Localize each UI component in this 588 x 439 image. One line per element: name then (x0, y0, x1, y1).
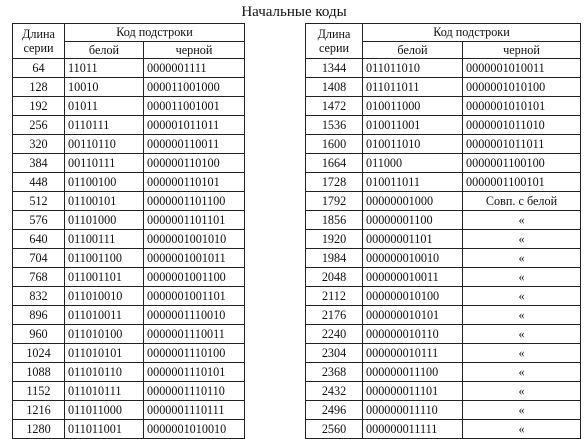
black-code-cell: 0000001011011 (463, 135, 581, 154)
black-code-cell: Совп. с белой (463, 192, 581, 211)
left-codes-table (12, 23, 245, 439)
black-code-cell: 0000001101100 (144, 192, 245, 211)
run-length-cell: 1728 (306, 173, 363, 192)
table-row (306, 382, 581, 401)
table-row (13, 59, 245, 78)
white-code-cell: 011010101 (65, 344, 144, 363)
white-header: белой (65, 41, 144, 59)
black-code-cell: « (463, 268, 581, 287)
run-length-cell: 704 (13, 249, 65, 268)
white-code-cell: 011011010 (363, 59, 463, 78)
run-length-cell: 1792 (306, 192, 363, 211)
run-length-cell: 1216 (13, 401, 65, 420)
table-row (306, 192, 581, 211)
run-length-cell: 1280 (13, 420, 65, 439)
black-code-cell: 0000001010010 (144, 420, 245, 439)
white-code-cell: 011000 (363, 154, 463, 173)
white-code-cell: 000000011110 (363, 401, 463, 420)
right-codes-table (305, 23, 581, 439)
white-code-cell: 011011000 (65, 401, 144, 420)
black-code-cell: « (463, 325, 581, 344)
run-length-cell: 1920 (306, 230, 363, 249)
table-row (13, 192, 245, 211)
white-code-cell: 011010100 (65, 325, 144, 344)
run-length-cell: 1024 (13, 344, 65, 363)
white-code-cell: 11011 (65, 59, 144, 78)
table-row (13, 420, 245, 439)
run-length-cell: 448 (13, 173, 65, 192)
run-length-cell: 2112 (306, 287, 363, 306)
white-code-cell: 011001101 (65, 268, 144, 287)
length-header (13, 24, 65, 59)
table-row (306, 154, 581, 173)
black-code-cell: « (463, 363, 581, 382)
black-code-cell: 000011001000 (144, 78, 245, 97)
black-code-cell: « (463, 420, 581, 439)
white-code-cell: 00000001000 (363, 192, 463, 211)
run-length-cell: 2432 (306, 382, 363, 401)
run-length-cell: 2496 (306, 401, 363, 420)
white-code-cell: 01100100 (65, 173, 144, 192)
black-code-cell: « (463, 211, 581, 230)
run-length-cell: 1600 (306, 135, 363, 154)
white-code-cell: 010011000 (363, 97, 463, 116)
table-row (13, 78, 245, 97)
white-code-cell: 000000011111 (363, 420, 463, 439)
table-row (13, 401, 245, 420)
table-row (306, 268, 581, 287)
table-row (306, 173, 581, 192)
black-code-cell: 0000001101101 (144, 211, 245, 230)
white-code-cell: 000000011101 (363, 382, 463, 401)
run-length-cell: 128 (13, 78, 65, 97)
run-length-cell: 1408 (306, 78, 363, 97)
black-code-cell: « (463, 401, 581, 420)
table-row (13, 211, 245, 230)
white-code-cell: 000000010110 (363, 325, 463, 344)
white-code-cell: 011010010 (65, 287, 144, 306)
run-length-cell: 1472 (306, 97, 363, 116)
table-row (306, 287, 581, 306)
run-length-cell: 1344 (306, 59, 363, 78)
black-code-cell: 0000001010101 (463, 97, 581, 116)
white-code-cell: 00000001101 (363, 230, 463, 249)
code-group-header: Код подстроки (363, 24, 581, 42)
length-header-line2: серии (23, 41, 54, 55)
run-length-cell: 320 (13, 135, 65, 154)
white-code-cell: 01101000 (65, 211, 144, 230)
table-row (306, 363, 581, 382)
black-code-cell: « (463, 382, 581, 401)
run-length-cell: 1088 (13, 363, 65, 382)
table-row (306, 78, 581, 97)
white-code-cell: 011011011 (363, 78, 463, 97)
white-code-cell: 01100111 (65, 230, 144, 249)
table-row (13, 135, 245, 154)
table-row (13, 249, 245, 268)
run-length-cell: 1664 (306, 154, 363, 173)
white-code-cell: 011001100 (65, 249, 144, 268)
table-row (306, 59, 581, 78)
white-code-cell: 0110111 (65, 116, 144, 135)
black-code-cell: 000000110011 (144, 135, 245, 154)
black-code-cell: 0000001010100 (463, 78, 581, 97)
white-code-cell: 011011001 (65, 420, 144, 439)
run-length-cell: 384 (13, 154, 65, 173)
black-code-cell: « (463, 230, 581, 249)
run-length-cell: 640 (13, 230, 65, 249)
table-row (306, 325, 581, 344)
white-code-cell: 00000001100 (363, 211, 463, 230)
run-length-cell: 960 (13, 325, 65, 344)
white-header: белой (363, 41, 463, 59)
black-code-cell: « (463, 344, 581, 363)
black-code-cell: 000000110101 (144, 173, 245, 192)
white-code-cell: 10010 (65, 78, 144, 97)
black-code-cell: 000000110100 (144, 154, 245, 173)
black-code-cell: « (463, 287, 581, 306)
left-table-body (13, 59, 245, 439)
black-code-cell: 0000001010011 (463, 59, 581, 78)
black-code-cell: 0000001011010 (463, 116, 581, 135)
black-code-cell: 000011001001 (144, 97, 245, 116)
table-row (13, 287, 245, 306)
white-code-cell: 011010110 (65, 363, 144, 382)
table-row (306, 230, 581, 249)
run-length-cell: 2240 (306, 325, 363, 344)
table-row (306, 401, 581, 420)
run-length-cell: 1536 (306, 116, 363, 135)
black-code-cell: 0000001100101 (463, 173, 581, 192)
table-row (13, 97, 245, 116)
table-row (306, 135, 581, 154)
run-length-cell: 64 (13, 59, 65, 78)
white-code-cell: 000000010100 (363, 287, 463, 306)
table-row (13, 116, 245, 135)
table-row (13, 154, 245, 173)
black-code-cell: 0000001100100 (463, 154, 581, 173)
run-length-cell: 1984 (306, 249, 363, 268)
black-code-cell: 0000001110011 (144, 325, 245, 344)
table-row (306, 116, 581, 135)
black-code-cell: 0000001001011 (144, 249, 245, 268)
black-header: черной (144, 41, 245, 59)
table-row (13, 306, 245, 325)
black-code-cell: 0000001110111 (144, 401, 245, 420)
table-row (13, 173, 245, 192)
white-code-cell: 000000010101 (363, 306, 463, 325)
length-header-line1: Длина (317, 27, 351, 41)
white-code-cell: 00110111 (65, 154, 144, 173)
code-group-header: Код подстроки (65, 24, 245, 42)
black-code-cell: 000001011011 (144, 116, 245, 135)
table-row (306, 211, 581, 230)
white-code-cell: 00110110 (65, 135, 144, 154)
black-code-cell: 0000001110010 (144, 306, 245, 325)
run-length-cell: 1152 (13, 382, 65, 401)
run-length-cell: 256 (13, 116, 65, 135)
black-code-cell: 0000001001100 (144, 268, 245, 287)
table-row (13, 325, 245, 344)
table-row (13, 344, 245, 363)
black-code-cell: 0000001110110 (144, 382, 245, 401)
white-code-cell: 01011 (65, 97, 144, 116)
length-header-line2: серии (318, 41, 350, 55)
black-code-cell: 0000001001101 (144, 287, 245, 306)
run-length-cell: 2048 (306, 268, 363, 287)
white-code-cell: 000000010011 (363, 268, 463, 287)
white-code-cell: 000000010010 (363, 249, 463, 268)
black-code-cell: « (463, 249, 581, 268)
run-length-cell: 2368 (306, 363, 363, 382)
table-row (13, 363, 245, 382)
run-length-cell: 832 (13, 287, 65, 306)
black-code-cell: « (463, 306, 581, 325)
length-header (306, 24, 363, 59)
run-length-cell: 2176 (306, 306, 363, 325)
run-length-cell: 896 (13, 306, 65, 325)
black-code-cell: 0000001111 (144, 59, 245, 78)
black-code-cell: 0000001110100 (144, 344, 245, 363)
run-length-cell: 512 (13, 192, 65, 211)
white-code-cell: 010011010 (363, 135, 463, 154)
white-code-cell: 011010011 (65, 306, 144, 325)
table-title: Начальные коды (241, 4, 347, 20)
run-length-cell: 192 (13, 97, 65, 116)
table-row (306, 97, 581, 116)
run-length-cell: 1856 (306, 211, 363, 230)
run-length-cell: 576 (13, 211, 65, 230)
length-header-line1: Длина (22, 27, 55, 41)
white-code-cell: 000000010111 (363, 344, 463, 363)
run-length-cell: 768 (13, 268, 65, 287)
table-row (306, 306, 581, 325)
table-row (306, 344, 581, 363)
table-row (306, 420, 581, 439)
black-code-cell: 0000001001010 (144, 230, 245, 249)
white-code-cell: 010011001 (363, 116, 463, 135)
black-code-cell: 0000001110101 (144, 363, 245, 382)
table-row (13, 268, 245, 287)
white-code-cell: 000000011100 (363, 363, 463, 382)
white-code-cell: 011010111 (65, 382, 144, 401)
table-row (13, 382, 245, 401)
white-code-cell: 01100101 (65, 192, 144, 211)
table-row (306, 249, 581, 268)
run-length-cell: 2304 (306, 344, 363, 363)
right-table-body (306, 59, 581, 439)
table-row (13, 230, 245, 249)
white-code-cell: 010011011 (363, 173, 463, 192)
black-header: черной (463, 41, 581, 59)
run-length-cell: 2560 (306, 420, 363, 439)
